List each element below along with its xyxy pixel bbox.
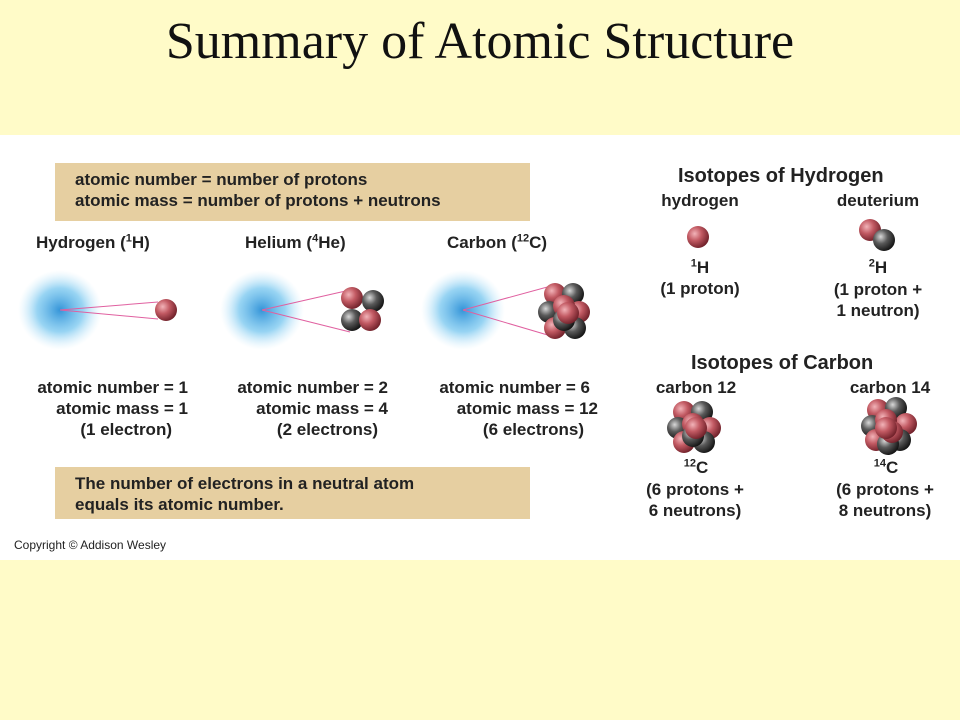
hydrogen-atom-illustration [20,268,190,358]
carbon-atomic-number: atomic number = 6 [439,378,590,397]
atom-label-helium: Helium ($^4$He) [245,232,346,252]
atom-label-carbon: Carbon ($^{12}$C) [447,232,548,252]
carbon-isotopes-heading: Isotopes of Carbon [691,352,874,374]
hydrogen-isotope-desc: (1 proton) [660,279,740,298]
carbon-12-symbol: $^{12}$C [683,457,709,477]
isotope-name-deuterium: deuterium [836,191,920,210]
hydrogen-isotopes-heading: Isotopes of Hydrogen [678,165,884,187]
carbon-atom-illustration [423,268,593,358]
helium-atomic-number: atomic number = 2 [237,378,388,397]
carbon-atomic-mass: atomic mass = 12 [456,399,598,418]
definitions-box [55,163,530,221]
hydrogen-isotope-symbol: $^1$H [690,257,710,277]
helium-atom-illustration [222,268,392,358]
hydrogen-electrons: (1 electron) [80,420,172,439]
hydrogen-atomic-number: atomic number = 1 [37,378,188,397]
isotope-name-hydrogen: hydrogen [661,191,739,210]
deuterium-isotope-desc: (1 proton + 1 neutron) [833,280,923,320]
helium-electrons: (2 electrons) [276,420,378,439]
carbon-14-nucleus [862,396,918,452]
carbon-14-desc: (6 protons + 8 neutrons) [836,480,934,520]
hydrogen-stats [10,377,188,440]
hydrogen-atomic-mass: atomic mass = 1 [56,399,188,418]
page-title: Summary of Atomic Structure [165,13,795,70]
definition-atomic-number: atomic number = number of protons [75,170,368,189]
carbon-12-desc: (6 protons + 6 neutrons) [646,480,744,520]
helium-atomic-mass: atomic mass = 4 [256,399,388,418]
isotope-name-carbon-14: carbon 14 [849,378,931,397]
definition-atomic-mass: atomic mass = number of protons + neutrons [75,191,441,210]
atom-label-hydrogen: Hydrogen ($^1$H) [36,232,150,252]
note-line-2: equals its atomic number. [75,495,284,514]
deuterium-isotope-symbol: $^2$H [868,257,888,277]
carbon-14-symbol: $^{14}$C [873,457,899,477]
note-line-1: The number of electrons in a neutral atom [75,474,415,493]
carbon-electrons: (6 electrons) [482,420,584,439]
carbon-stats [408,377,598,440]
hydrogen-isotope-nucleus [686,225,710,249]
helium-stats [208,377,388,440]
isotope-name-carbon-12: carbon 12 [655,378,737,397]
carbon-12-nucleus [668,398,724,452]
copyright-text: Copyright © Addison Wesley [14,538,167,552]
deuterium-isotope-nucleus [858,218,898,254]
neutral-atom-note-box [55,467,530,519]
